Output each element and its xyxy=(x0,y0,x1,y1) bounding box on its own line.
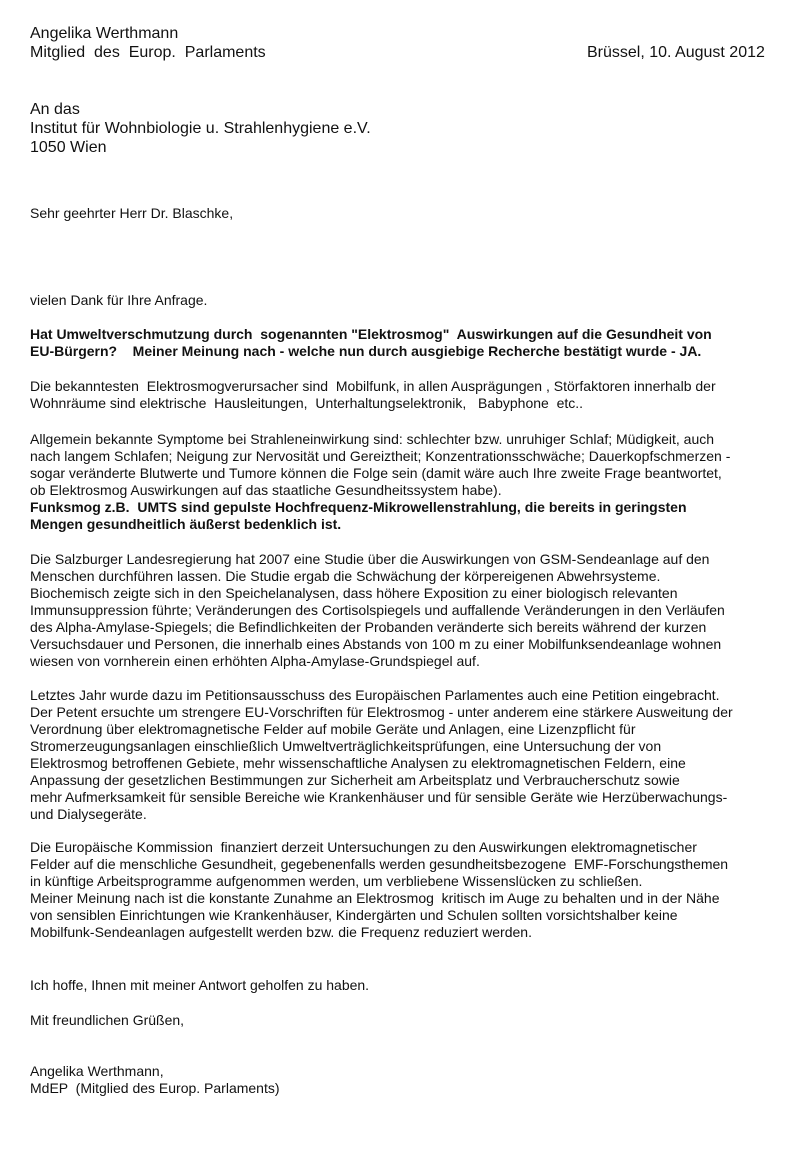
paragraph-line: Immunsuppression führte; Veränderungen des Cortisolspiegels und auffallende Veränderungen in den Verläufen xyxy=(30,602,725,618)
signature-name: Angelika Werthmann, xyxy=(30,1063,164,1079)
paragraph-line: und Dialysegeräte. xyxy=(30,806,147,822)
signature-title: MdEP (Mitglied des Europ. Parlaments) xyxy=(30,1080,280,1096)
petition-paragraph xyxy=(30,687,775,823)
intro-line: vielen Dank für Ihre Anfrage. xyxy=(30,292,208,308)
paragraph-line: Allgemein bekannte Symptome bei Strahleneinwirkung sind: schlechter bzw. unruhiger Schlaf; Müdigkeit, auch xyxy=(30,431,715,447)
recipient-line-1: An das xyxy=(30,101,80,118)
symptoms-paragraph xyxy=(30,431,775,533)
paragraph-line: Menschen durchführen lassen. Die Studie ergab die Schwächung der körpereigenen Abwehrsysteme. xyxy=(30,568,661,584)
paragraph-line: Felder auf die menschliche Gesundheit, gegebenenfalls werden gesundheitsbezogene EMF-Forschungsthemen xyxy=(30,856,729,872)
paragraph-line: Mobilfunk-Sendeanlagen aufgestellt werden bzw. die Frequenz reduziert werden. xyxy=(30,924,532,940)
paragraph-line: von sensiblen Einrichtungen wie Krankenhäuser, Kindergärten und Schulen sollten vorsichtshalber keine xyxy=(30,907,678,923)
paragraph-line-bold: Funksmog z.B. UMTS sind gepulste Hochfrequenz-Mikrowellenstrahlung, die bereits in geringsten xyxy=(30,499,687,515)
letter-date: Brüssel, 10. August 2012 xyxy=(587,44,765,61)
salutation: Sehr geehrter Herr Dr. Blaschke, xyxy=(30,205,234,221)
paragraph-line: Elektrosmog betroffenen Gebiete, mehr wissenschaftliche Analysen zu elektromagnetischen Feldern, eine xyxy=(30,755,686,771)
question-paragraph xyxy=(30,326,775,360)
paragraph-line: Anpassung der gesetzlichen Bestimmungen zur Sicherheit am Arbeitsplatz und Verbraucherschutz sowie xyxy=(30,772,680,788)
paragraph-line: Wohnräume sind elektrische Hausleitungen, Unterhaltungselektronik, Babyphone etc.. xyxy=(30,395,584,411)
sources-paragraph xyxy=(30,378,775,412)
paragraph-line: in künftige Arbeitsprogramme aufgenommen werden, um verbliebene Wissenslücken zu schließen. xyxy=(30,873,643,889)
paragraph-line: EU-Bürgern? Meiner Meinung nach - welche nun durch ausgiebige Recherche bestätigt wurde - JA. xyxy=(30,343,702,359)
paragraph-line: Verordnung über elektromagnetische Felder auf mobile Geräte und Anlagen, eine Lizenzpflicht für xyxy=(30,721,636,737)
salzburg-paragraph xyxy=(30,551,775,670)
paragraph-line: Letztes Jahr wurde dazu im Petitionsausschuss des Europäischen Parlamentes auch eine Petition eingebracht. xyxy=(30,687,720,703)
sender-title: Mitglied des Europ. Parlaments xyxy=(30,44,266,61)
paragraph-line: Versuchsdauer und Personen, die innerhalb eines Abstands von 100 m zu einer Mobilfunksendeanlage wohnen xyxy=(30,636,722,652)
paragraph-line: Der Petent ersuchte um strengere EU-Vorschriften für Elektrosmog - unter anderem eine stärkere Ausweitung der xyxy=(30,704,733,720)
paragraph-line: Biochemisch zeigte sich in den Speichelanalysen, dass höhere Exposition zu einer biologisch relevanten xyxy=(30,585,678,601)
paragraph-line: sogar veränderte Blutwerte und Tumore können die Folge sein (damit wäre auch Ihre zweite Frage beantwortet, xyxy=(30,465,722,481)
recipient-line-2: Institut für Wohnbiologie u. Strahlenhygiene e.V. xyxy=(30,120,371,137)
paragraph-line-bold: Mengen gesundheitlich äußerst bedenklich ist. xyxy=(30,516,342,532)
paragraph-line: Hat Umweltverschmutzung durch sogenannten "Elektrosmog" Auswirkungen auf die Gesundheit von xyxy=(30,326,712,342)
sender-name: Angelika Werthmann xyxy=(30,25,179,42)
recipient-line-3: 1050 Wien xyxy=(30,139,107,156)
paragraph-line: Die Salzburger Landesregierung hat 2007 eine Studie über die Auswirkungen von GSM-Sendeanlage auf den xyxy=(30,551,710,567)
paragraph-line: nach langem Schlafen; Neigung zur Nervosität und Gereiztheit; Konzentrationsschwäche; Dauerkopfschmerzen - xyxy=(30,448,731,464)
closing-hope: Ich hoffe, Ihnen mit meiner Antwort geholfen zu haben. xyxy=(30,977,370,993)
paragraph-line: Die Europäische Kommission finanziert derzeit Untersuchungen zu den Auswirkungen elektromagnetischer xyxy=(30,839,697,855)
paragraph-line: Die bekanntesten Elektrosmogverursacher sind Mobilfunk, in allen Ausprägungen , Störfaktoren innerhalb der xyxy=(30,378,716,394)
paragraph-line: mehr Aufmerksamkeit für sensible Bereiche wie Krankenhäuser und für sensible Geräte wie Herzüberwachungs- xyxy=(30,789,728,805)
commission-paragraph xyxy=(30,839,775,941)
paragraph-line: wiesen von vornherein einen erhöhten Alpha-Amylase-Grundspiegel auf. xyxy=(30,653,480,669)
paragraph-line: Stromerzeugungsanlagen einschließlich Umweltverträglichkeitsprüfungen, eine Untersuchung der von xyxy=(30,738,662,754)
paragraph-line: Meiner Meinung nach ist die konstante Zunahme an Elektrosmog kritisch im Auge zu behalten und in der Nähe xyxy=(30,890,720,906)
paragraph-line: ob Elektrosmog Auswirkungen auf das staatliche Gesundheitssystem habe). xyxy=(30,482,502,498)
paragraph-line: des Alpha-Amylase-Spiegels; die Befindlichkeiten der Probanden veränderte sich bereits während der kurzen xyxy=(30,619,707,635)
closing-regards: Mit freundlichen Grüßen, xyxy=(30,1012,185,1028)
